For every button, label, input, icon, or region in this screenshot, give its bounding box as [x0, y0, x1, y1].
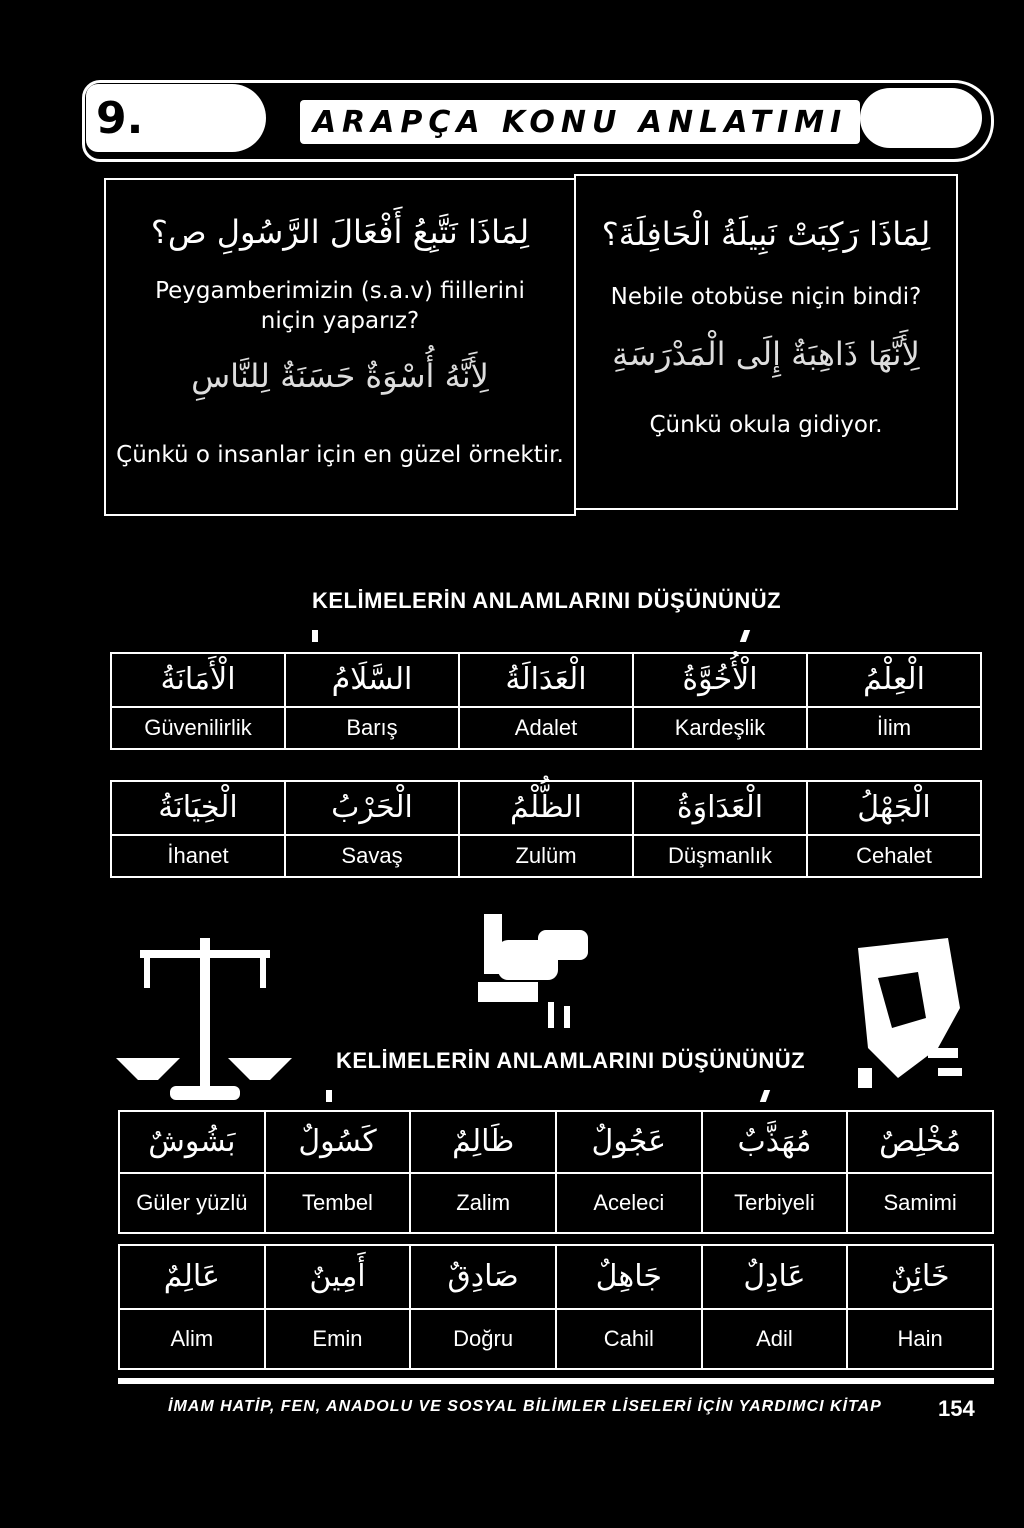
- word-arabic: بَشُوشٌ: [119, 1111, 265, 1173]
- word-arabic: جَاهِلٌ: [556, 1245, 702, 1309]
- title-tick-left: [326, 1090, 332, 1102]
- word-turkish: Savaş: [285, 835, 459, 877]
- answer-turkish: Çünkü o insanlar için en güzel örnektir.: [116, 442, 564, 468]
- word-turkish: Güler yüzlü: [119, 1173, 265, 1233]
- word-arabic: الظُّلْمُ: [459, 781, 633, 835]
- answer-arabic: لِأَنَّهُ أُسْوَةٌ حَسَنَةٌ لِلنَّاسِ: [191, 357, 489, 395]
- table-row: [119, 1111, 993, 1173]
- word-arabic: الْأُخُوَّةُ: [633, 653, 807, 707]
- word-arabic: عَجُولٌ: [556, 1111, 702, 1173]
- answer-arabic: لِأَنَّهَا ذَاهِبَةٌ إِلَى الْمَدْرَسَةِ: [612, 335, 920, 373]
- word-turkish: Düşmanlık: [633, 835, 807, 877]
- table-row: [119, 1245, 993, 1309]
- question-turkish: Peygamberimizin (s.a.v) fiillerini niçin yaparız?: [155, 278, 525, 334]
- word-arabic: ظَالِمٌ: [410, 1111, 556, 1173]
- question-arabic: لِمَاذَا نَتَّبِعُ أَفْعَالَ الرَّسُولِ ص؟: [150, 213, 530, 251]
- table-row: [119, 1173, 993, 1233]
- word-turkish: Hain: [847, 1309, 993, 1369]
- word-turkish: Emin: [265, 1309, 411, 1369]
- title-tick-right: [740, 630, 750, 642]
- table-row: [111, 653, 981, 707]
- table-row: [111, 781, 981, 835]
- word-arabic: مُخْلِصٌ: [847, 1111, 993, 1173]
- word-arabic: الْجَهْلُ: [807, 781, 981, 835]
- word-arabic: مُهَذَّبٌ: [702, 1111, 848, 1173]
- question-arabic: لِمَاذَا رَكِبَتْ نَبِيلَةُ الْحَافِلَةَ؟: [601, 215, 931, 253]
- word-arabic: الْأَمَانَةُ: [111, 653, 285, 707]
- page-title: ARAPÇA KONU ANLATIMI: [300, 100, 860, 144]
- qa-box-1: [104, 178, 576, 516]
- word-arabic: كَسُولٌ: [265, 1111, 411, 1173]
- word-arabic: الْخِيَانَةُ: [111, 781, 285, 835]
- footer-text: İMAM HATİP, FEN, ANADOLU VE SOSYAL BİLİMLER LİSELERİ İÇİN YARDIMCI KİTAP: [168, 1398, 882, 1415]
- page-number: 154: [938, 1396, 975, 1421]
- word-arabic: السَّلَامُ: [285, 653, 459, 707]
- section-title-2: KELİMELERİN ANLAMLARINI DÜŞÜNÜNÜZ: [336, 1048, 806, 1073]
- word-turkish: Aceleci: [556, 1173, 702, 1233]
- word-arabic: الْعَدَاوَةُ: [633, 781, 807, 835]
- answer-turkish: Çünkü okula gidiyor.: [649, 412, 883, 438]
- word-turkish: Adalet: [459, 707, 633, 749]
- word-turkish: Cehalet: [807, 835, 981, 877]
- vocab-table-2b: [118, 1244, 994, 1370]
- section-title-1: KELİMELERİN ANLAMLARINI DÜŞÜNÜNÜZ: [312, 588, 782, 613]
- word-arabic: أَمِينٌ: [265, 1245, 411, 1309]
- word-arabic: الْعِلْمُ: [807, 653, 981, 707]
- word-turkish: Alim: [119, 1309, 265, 1369]
- title-tick-right: [760, 1090, 770, 1102]
- question-turkish: Nebile otobüse niçin bindi?: [610, 284, 922, 310]
- vocab-table-2: [118, 1110, 994, 1234]
- footer-divider: [118, 1378, 994, 1384]
- word-turkish: İlim: [807, 707, 981, 749]
- word-arabic: عَالِمٌ: [119, 1245, 265, 1309]
- table-row: [119, 1309, 993, 1369]
- table-row: [111, 707, 981, 749]
- cracked-sign-icon: [838, 928, 968, 1098]
- word-turkish: Cahil: [556, 1309, 702, 1369]
- word-turkish: İhanet: [111, 835, 285, 877]
- word-arabic: الْعَدَالَةُ: [459, 653, 633, 707]
- table-row: [111, 835, 981, 877]
- word-turkish: Kardeşlik: [633, 707, 807, 749]
- word-turkish: Tembel: [265, 1173, 411, 1233]
- word-turkish: Güvenilirlik: [111, 707, 285, 749]
- word-turkish: Terbiyeli: [702, 1173, 848, 1233]
- title-tick-left: [312, 630, 318, 642]
- word-turkish: Zalim: [410, 1173, 556, 1233]
- handshake-icon: [478, 910, 608, 1030]
- word-arabic: خَائِنٌ: [847, 1245, 993, 1309]
- word-turkish: Barış: [285, 707, 459, 749]
- word-arabic: عَادِلٌ: [702, 1245, 848, 1309]
- word-turkish: Adil: [702, 1309, 848, 1369]
- word-arabic: الْحَرْبُ: [285, 781, 459, 835]
- word-turkish: Zulüm: [459, 835, 633, 877]
- chapter-badge: [86, 84, 266, 152]
- word-arabic: صَادِقٌ: [410, 1245, 556, 1309]
- word-turkish: Samimi: [847, 1173, 993, 1233]
- header-decoration: [860, 88, 982, 148]
- qa-box-2: [574, 174, 958, 510]
- scales-of-justice-icon: [110, 928, 300, 1104]
- word-turkish: Doğru: [410, 1309, 556, 1369]
- vocab-table-1b: [110, 780, 982, 878]
- vocab-table-1: [110, 652, 982, 750]
- chapter-number: 9.: [96, 92, 144, 144]
